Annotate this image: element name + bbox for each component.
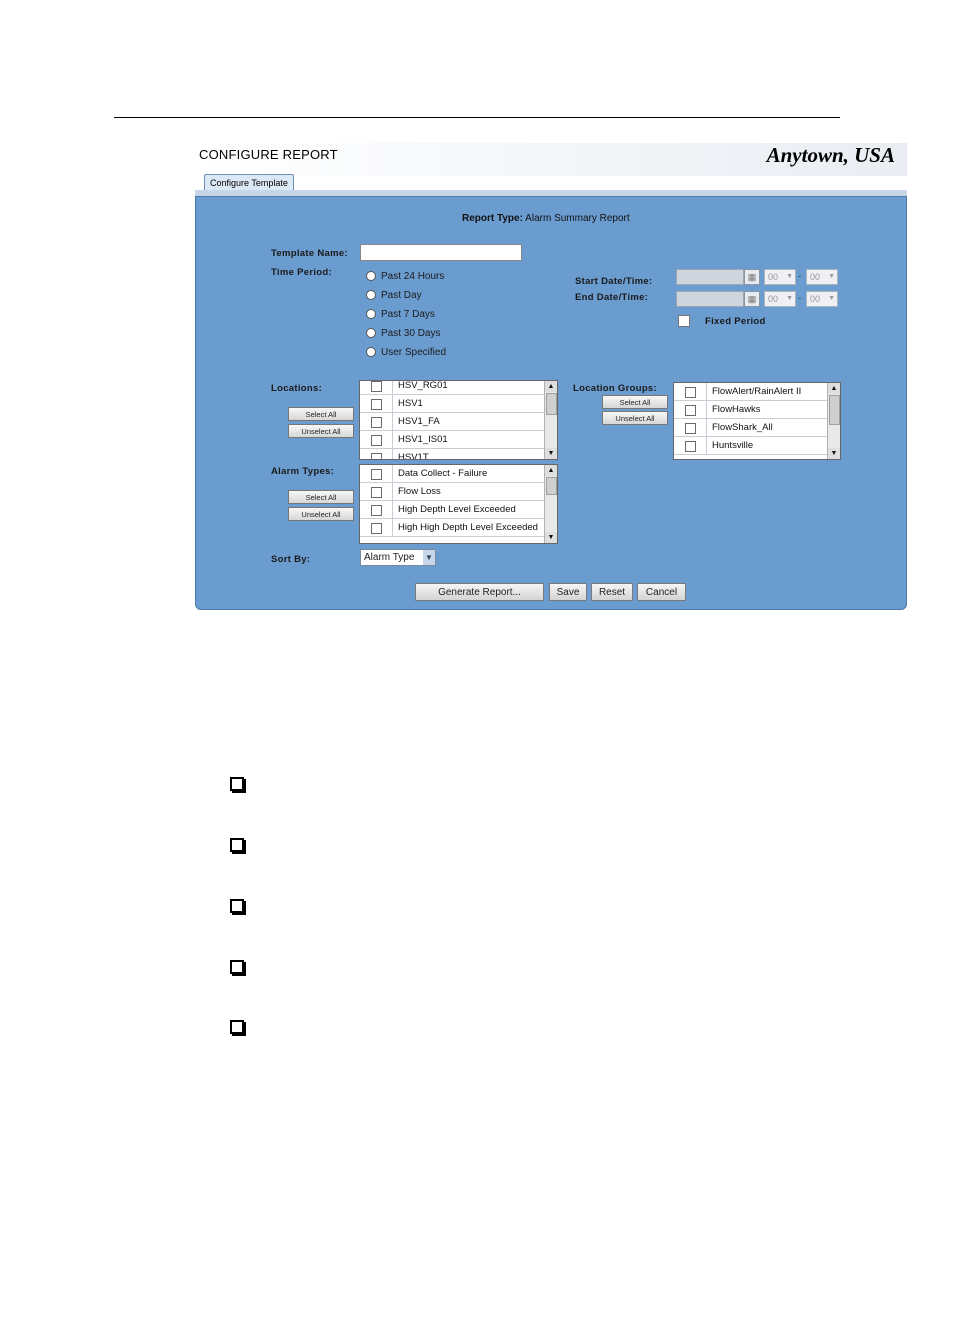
locations-label: Locations: [271, 383, 323, 394]
location-groups-select-all-button[interactable]: Select All [602, 395, 668, 409]
radio-past-24-hours[interactable] [366, 269, 444, 283]
start-date-label: Start Date/Time: [575, 276, 653, 287]
checkbox-bullet-icon [230, 960, 244, 974]
list-item[interactable] [360, 483, 557, 501]
alarm-types-listbox[interactable] [359, 464, 558, 544]
alarm-type-checkbox[interactable] [371, 523, 382, 534]
location-group-label: Huntsville [712, 440, 754, 451]
list-item[interactable] [674, 383, 840, 401]
locations-listbox[interactable] [359, 380, 558, 460]
location-groups-unselect-all-button[interactable]: Unselect All [602, 411, 668, 425]
scrollbar-thumb[interactable] [829, 395, 840, 425]
alarm-type-checkbox[interactable] [371, 469, 382, 480]
arrow-up-icon[interactable]: ▲ [828, 383, 840, 394]
start-date-input[interactable] [676, 269, 744, 285]
locations-select-all-button[interactable]: Select All [288, 407, 354, 421]
scrollbar-thumb[interactable] [546, 477, 557, 495]
arrow-down-icon[interactable]: ▼ [828, 448, 840, 459]
list-item[interactable] [360, 501, 557, 519]
alarm-type-label: Data Collect - Failure [398, 468, 488, 479]
alarm-types-select-all-button[interactable]: Select All [288, 490, 354, 504]
save-button[interactable]: Save [549, 583, 587, 601]
arrow-up-icon[interactable]: ▲ [545, 381, 557, 392]
arrow-down-icon[interactable]: ▼ [545, 448, 557, 459]
page-rule [114, 117, 840, 118]
location-groups-label: Location Groups: [573, 383, 657, 394]
list-item[interactable] [360, 449, 557, 460]
list-item[interactable] [360, 465, 557, 483]
report-type [462, 213, 630, 224]
radio-icon[interactable] [366, 290, 376, 300]
location-label: HSV1 [398, 398, 423, 409]
location-label: HSV1_FA [398, 416, 440, 427]
radio-icon[interactable] [366, 328, 376, 338]
location-label: HSV1T [398, 452, 429, 460]
location-group-checkbox[interactable] [685, 387, 696, 398]
location-checkbox[interactable] [371, 453, 382, 460]
radio-label: Past Day [381, 289, 422, 301]
locations-unselect-all-button[interactable]: Unselect All [288, 424, 354, 438]
list-item[interactable] [360, 395, 557, 413]
template-name-input[interactable] [360, 244, 522, 261]
list-item[interactable] [360, 519, 557, 537]
location-group-checkbox[interactable] [685, 441, 696, 452]
radio-icon[interactable] [366, 271, 376, 281]
chevron-down-icon: ▼ [828, 273, 835, 280]
radio-label: Past 30 Days [381, 327, 441, 339]
location-checkbox[interactable] [371, 435, 382, 446]
alarm-type-checkbox[interactable] [371, 487, 382, 498]
location-group-label: FlowShark_All [712, 422, 773, 433]
list-item[interactable] [674, 401, 840, 419]
configure-panel [195, 196, 907, 610]
checkbox-bullet-icon [230, 899, 244, 913]
end-hour-value: 00 [768, 294, 779, 304]
radio-icon[interactable] [366, 347, 376, 357]
location-checkbox[interactable] [371, 399, 382, 410]
alarm-type-checkbox[interactable] [371, 505, 382, 516]
fixed-period-label: Fixed Period [705, 316, 766, 327]
chevron-down-icon[interactable]: ▼ [423, 550, 435, 565]
alarm-type-label: High High Depth Level Exceeded [398, 522, 538, 533]
end-hour-select[interactable] [764, 291, 796, 307]
location-label: HSV1_IS01 [398, 434, 448, 445]
page-title: CONFIGURE REPORT [199, 147, 338, 162]
chevron-down-icon: ▼ [828, 295, 835, 302]
sort-by-select[interactable] [360, 549, 436, 566]
location-label: HSV_RG01 [398, 380, 448, 391]
report-type-value: Alarm Summary Report [525, 213, 630, 224]
list-item[interactable] [360, 380, 557, 395]
location-checkbox[interactable] [371, 417, 382, 428]
scrollbar[interactable] [544, 381, 557, 459]
alarm-type-label: High Depth Level Exceeded [398, 504, 516, 515]
start-minute-value: 00 [810, 272, 821, 282]
report-type-label: Report Type: [462, 213, 523, 224]
radio-icon[interactable] [366, 309, 376, 319]
end-date-label: End Date/Time: [575, 292, 649, 303]
location-group-label: FlowHawks [712, 404, 761, 415]
time-separator: - [798, 271, 801, 281]
chevron-down-icon: ▼ [786, 273, 793, 280]
location-group-checkbox[interactable] [685, 405, 696, 416]
sort-by-label: Sort By: [271, 554, 311, 565]
checkbox-bullet-icon [230, 777, 244, 791]
generate-report-button[interactable]: Generate Report... [415, 583, 544, 601]
template-name-label: Template Name: [271, 248, 348, 259]
location-group-label: FlowAlert/RainAlert II [712, 386, 802, 397]
arrow-down-icon[interactable]: ▼ [545, 532, 557, 543]
end-minute-value: 00 [810, 294, 821, 304]
radio-label: User Specified [381, 346, 447, 358]
scrollbar[interactable] [544, 465, 557, 543]
alarm-types-unselect-all-button[interactable]: Unselect All [288, 507, 354, 521]
city-logo: Anytown, USA [766, 143, 895, 167]
alarm-type-label: Flow Loss [398, 486, 441, 497]
radio-past-7-days[interactable] [366, 307, 435, 321]
start-minute-select[interactable] [806, 269, 838, 285]
location-checkbox[interactable] [371, 381, 382, 392]
cancel-button[interactable]: Cancel [637, 583, 686, 601]
radio-user-specified[interactable] [366, 345, 446, 359]
start-hour-value: 00 [768, 272, 779, 282]
end-date-input[interactable] [676, 291, 744, 307]
start-hour-select[interactable] [764, 269, 796, 285]
checkbox-bullet-icon [230, 1020, 244, 1034]
list-item[interactable] [674, 419, 840, 437]
radio-label: Past 24 Hours [381, 270, 445, 282]
checkbox-bullet-icon [230, 838, 244, 852]
location-group-checkbox[interactable] [685, 423, 696, 434]
tab-configure-template[interactable]: Configure Template [204, 174, 294, 191]
alarm-types-label: Alarm Types: [271, 466, 335, 477]
calendar-icon[interactable]: ▦ [744, 291, 760, 307]
scrollbar-thumb[interactable] [546, 393, 557, 415]
time-separator: - [798, 293, 801, 303]
list-item[interactable] [360, 431, 557, 449]
chevron-down-icon: ▼ [786, 295, 793, 302]
list-item[interactable] [360, 413, 557, 431]
arrow-up-icon[interactable]: ▲ [545, 465, 557, 476]
radio-past-day[interactable] [366, 288, 422, 302]
fixed-period-checkbox[interactable] [678, 315, 690, 327]
list-item[interactable] [674, 437, 840, 455]
location-groups-listbox[interactable] [673, 382, 841, 460]
end-minute-select[interactable] [806, 291, 838, 307]
radio-past-30-days[interactable] [366, 326, 440, 340]
time-period-label: Time Period: [271, 267, 332, 278]
scrollbar[interactable] [827, 383, 840, 459]
calendar-icon[interactable]: ▦ [744, 269, 760, 285]
sort-by-value: Alarm Type [364, 552, 415, 563]
reset-button[interactable]: Reset [591, 583, 633, 601]
app-header [195, 143, 907, 176]
radio-label: Past 7 Days [381, 308, 435, 320]
